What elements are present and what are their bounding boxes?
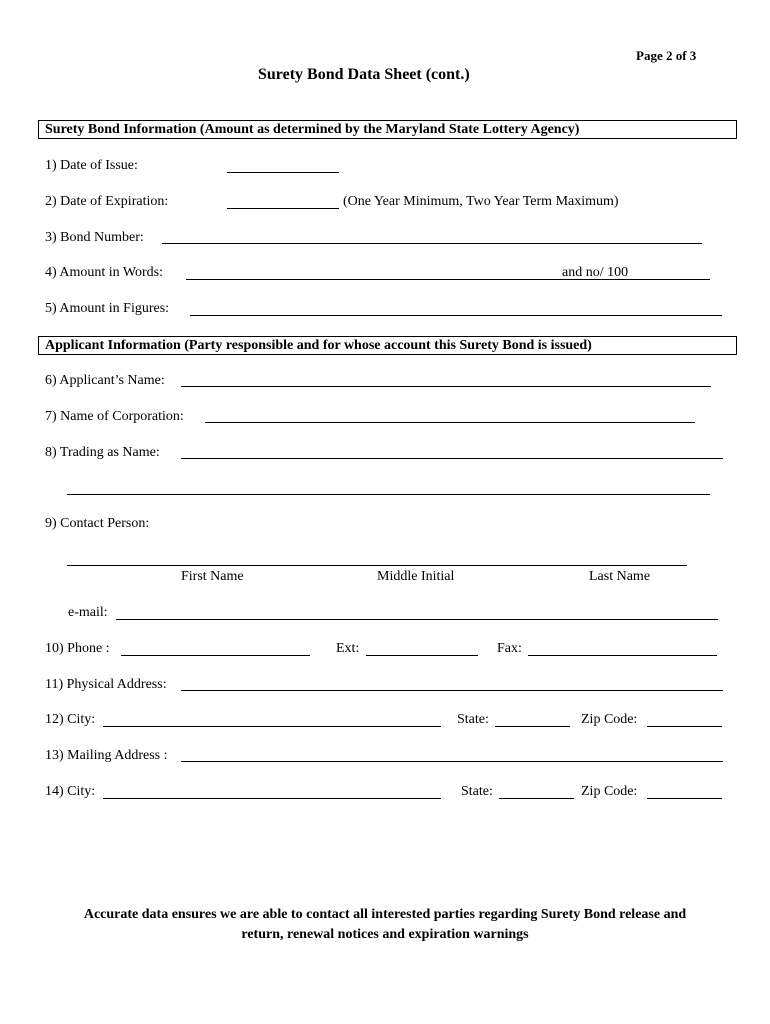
page-title: Surety Bond Data Sheet (cont.) bbox=[258, 66, 470, 83]
bond-number-label: 3) Bond Number: bbox=[45, 230, 144, 245]
email-label: e-mail: bbox=[68, 605, 108, 620]
first-name-caption: First Name bbox=[181, 569, 244, 584]
date-of-expiration-label: 2) Date of Expiration: bbox=[45, 194, 169, 209]
bond-number-field[interactable] bbox=[162, 243, 702, 244]
amount-in-figures-label: 5) Amount in Figures: bbox=[45, 301, 170, 316]
trading-as-label: 8) Trading as Name: bbox=[45, 445, 160, 460]
applicant-name-label: 6) Applicant’s Name: bbox=[45, 373, 165, 388]
bond-section-heading-box bbox=[38, 120, 737, 139]
physical-address-label: 11) Physical Address: bbox=[45, 677, 167, 692]
date-of-issue-label: 1) Date of Issue: bbox=[45, 158, 138, 173]
state-field-1[interactable] bbox=[495, 726, 570, 727]
applicant-section-heading: Applicant Information (Party responsible and for whose account this Surety Bond is issued) bbox=[45, 338, 592, 353]
city-field-2[interactable] bbox=[103, 798, 441, 799]
mailing-address-label: 13) Mailing Address : bbox=[45, 748, 168, 763]
zip-label-2: Zip Code: bbox=[581, 784, 638, 799]
phone-field[interactable] bbox=[121, 655, 310, 656]
applicant-name-field[interactable] bbox=[181, 386, 711, 387]
contact-person-label: 9) Contact Person: bbox=[45, 516, 150, 531]
footer-note-line-2: return, renewal notices and expiration warnings bbox=[241, 927, 529, 942]
middle-initial-caption: Middle Initial bbox=[377, 569, 455, 584]
corporation-name-field[interactable] bbox=[205, 422, 695, 423]
physical-address-field[interactable] bbox=[181, 690, 723, 691]
date-of-expiration-field[interactable] bbox=[227, 208, 339, 209]
state-field-2[interactable] bbox=[499, 798, 574, 799]
corporation-name-label: 7) Name of Corporation: bbox=[45, 409, 184, 424]
city-field-1[interactable] bbox=[103, 726, 441, 727]
last-name-caption: Last Name bbox=[589, 569, 651, 584]
bond-section-heading: Surety Bond Information (Amount as determined by the Maryland State Lottery Agency) bbox=[45, 122, 580, 137]
applicant-section-heading-box bbox=[38, 336, 737, 355]
footer-note-line-1: Accurate data ensures we are able to contact all interested parties regarding Surety Bond release and bbox=[83, 907, 687, 922]
zip-label-1: Zip Code: bbox=[581, 712, 638, 727]
city-label-1: 12) City: bbox=[45, 712, 96, 727]
amount-in-words-field[interactable] bbox=[186, 279, 710, 280]
ext-field[interactable] bbox=[366, 655, 478, 656]
expiration-note: (One Year Minimum, Two Year Term Maximum) bbox=[343, 194, 619, 209]
state-label-1: State: bbox=[457, 712, 489, 727]
trading-as-field[interactable] bbox=[181, 458, 723, 459]
contact-person-field[interactable] bbox=[67, 565, 687, 566]
and-no-100-text: and no/ 100 bbox=[562, 265, 629, 280]
fax-label: Fax: bbox=[497, 641, 522, 656]
state-label-2: State: bbox=[461, 784, 493, 799]
ext-label: Ext: bbox=[336, 641, 360, 656]
zip-field-1[interactable] bbox=[647, 726, 722, 727]
phone-label: 10) Phone : bbox=[45, 641, 110, 656]
amount-in-words-label: 4) Amount in Words: bbox=[45, 265, 164, 280]
date-of-issue-field[interactable] bbox=[227, 172, 339, 173]
fax-field[interactable] bbox=[528, 655, 717, 656]
amount-in-figures-field[interactable] bbox=[190, 315, 722, 316]
trading-as-field-line-2[interactable] bbox=[67, 494, 710, 495]
city-label-2: 14) City: bbox=[45, 784, 96, 799]
page-number: Page 2 of 3 bbox=[636, 48, 697, 63]
email-field[interactable] bbox=[116, 619, 718, 620]
zip-field-2[interactable] bbox=[647, 798, 722, 799]
mailing-address-field[interactable] bbox=[181, 761, 723, 762]
